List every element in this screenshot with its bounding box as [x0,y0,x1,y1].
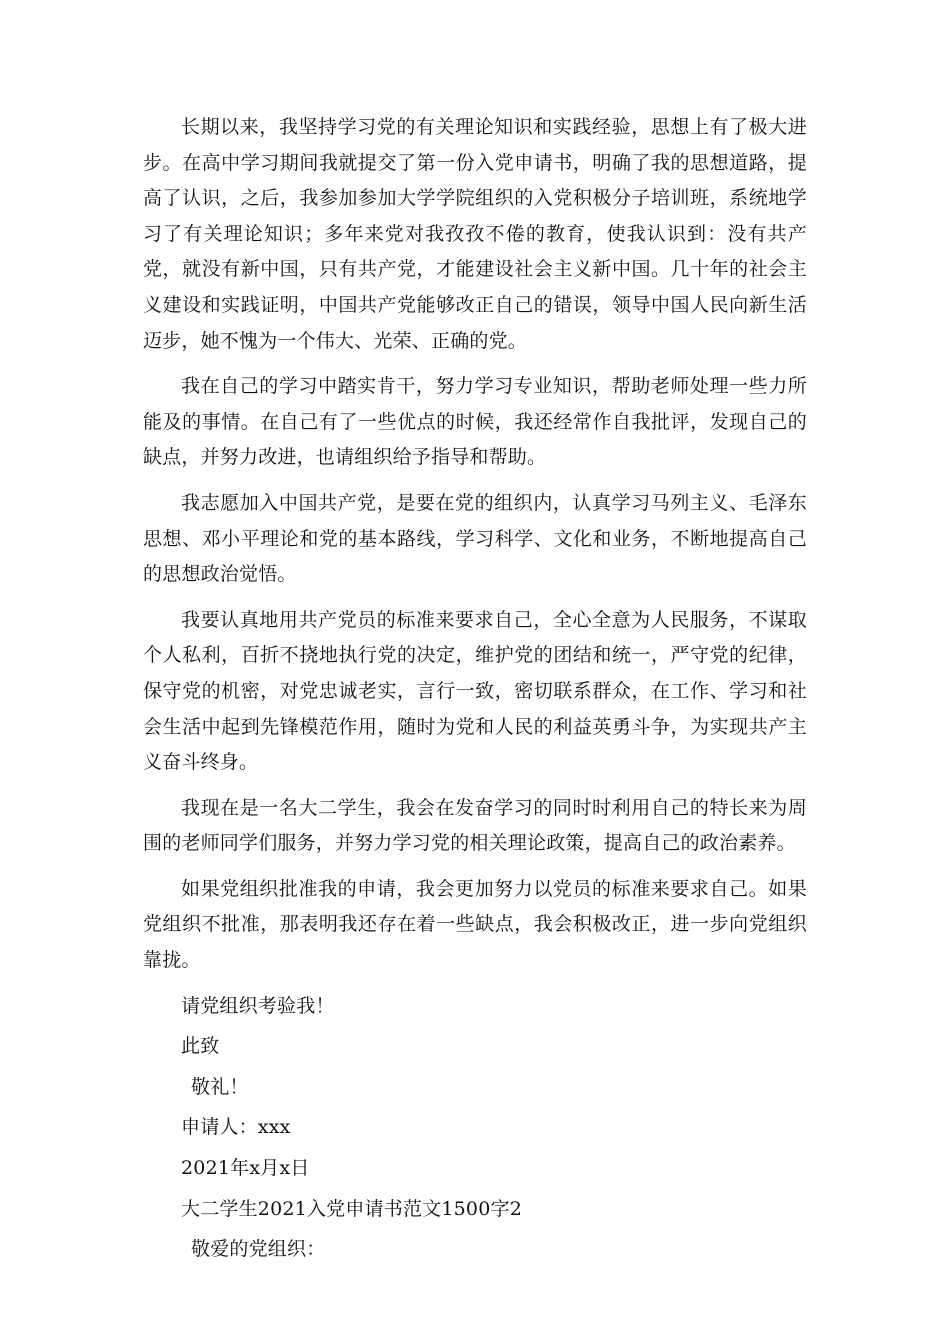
paragraph-4: 我要认真地用共产党员的标准来要求自己，全心全意为人民服务，不谋取个人私利，百折不挠地执行党的决定，维护党的团结和统一，严守党的纪律，保守党的机密，对党忠诚老实，言行一致，密切联系群众，在工作、学习和社会生活中起到先锋模范作用，随时为党和人民的利益英勇斗争，为实现共产主义奋斗终身。 [143,608,807,774]
applicant-signature: 申请人：xxx [181,1116,291,1139]
next-document-greeting: 敬爱的党组织： [191,1238,326,1261]
paragraph-2: 我在自己的学习中踏实肯干，努力学习专业知识，帮助老师处理一些力所能及的事情。在自己有了一些优点的时候，我还经常作自我批评，发现自己的缺点，并努力改进，也请组织给予指导和帮助。 [143,375,807,469]
salutation: 敬礼！ [191,1075,249,1098]
paragraph-5: 我现在是一名大二学生，我会在发奋学习的同时时利用自己的特长来为周围的老师同学们服务，并努力学习党的相关理论政策，提高自己的政治素养。 [143,796,807,855]
next-document-title: 大二学生2021入党申请书范文1500字2 [181,1197,522,1220]
paragraph-1: 长期以来，我坚持学习党的有关理论知识和实践经验，思想上有了极大进步。在高中学习期间我就提交了第一份入党申请书，明确了我的思想道路，提高了认识，之后，我参加参加大学学院组织的入党积极分子培训班，系统地学习了有关理论知识；多年来党对我孜孜不倦的教育，使我认识到：没有共产党，就没有新中国，只有共产党，才能建设社会主义新中国。几十年的社会主义建设和实践证明，中国共产党能够改正自己的错误，领导中国人民向新生活迈步，她不愧为一个伟大、光荣、正确的党。 [143,116,807,352]
paragraph-6: 如果党组织批准我的申请，我会更加努力以党员的标准来要求自己。如果党组织不批准，那表明我还存在着一些缺点，我会积极改正，进一步向党组织靠拢。 [143,877,807,972]
application-date: 2021年x月x日 [181,1157,310,1180]
closing-request: 请党组织考验我！ [181,994,335,1017]
document-body [143,110,807,1273]
paragraph-3: 我志愿加入中国共产党，是要在党的组织内，认真学习马列主义、毛泽东思想、邓小平理论和党的基本路线，学习科学、文化和业务，不断地提高自己的思想政治觉悟。 [143,491,807,586]
salutation-prefix: 此致 [181,1035,220,1058]
